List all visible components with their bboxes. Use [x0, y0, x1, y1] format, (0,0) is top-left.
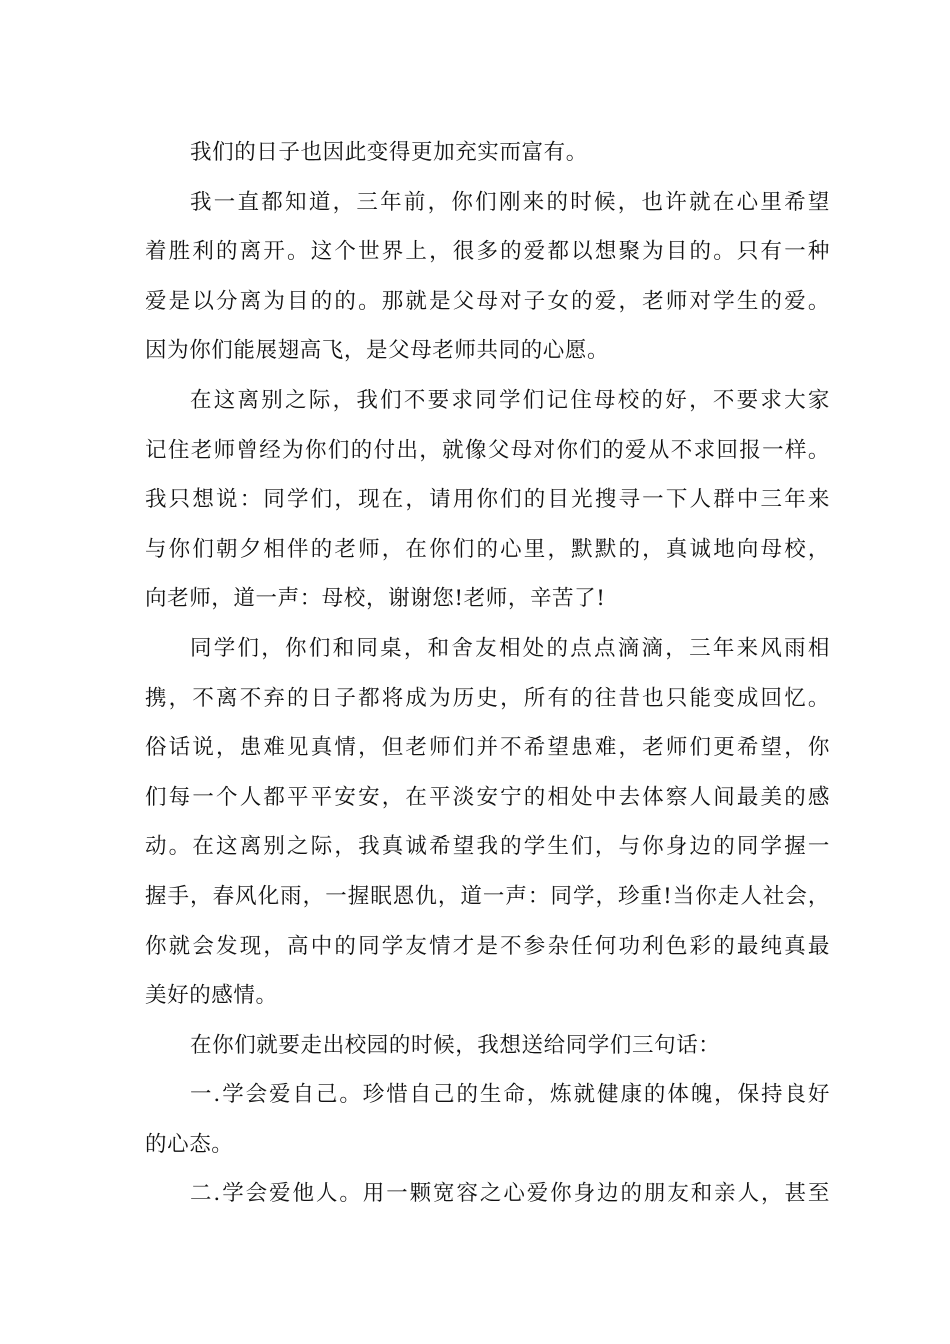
text-line: 我只想说：同学们，现在，请用你们的目光搜寻一下人群中三年来	[145, 487, 830, 513]
text-line: 与你们朝夕相伴的老师，在你们的心里，默默的，真诚地向母校，	[145, 536, 830, 562]
text-line: 记住老师曾经为你们的付出，就像父母对你们的爱从不求回报一样。	[145, 437, 830, 463]
text-line: 我一直都知道，三年前，你们刚来的时候，也许就在心里希望	[190, 189, 830, 215]
text-line: 爱是以分离为目的的。那就是父母对子女的爱，老师对学生的爱。	[145, 288, 830, 314]
text-line: 动。在这离别之际，我真诚希望我的学生们，与你身边的同学握一	[145, 834, 830, 860]
text-line: 在你们就要走出校园的时候，我想送给同学们三句话：	[190, 1032, 721, 1058]
text-line: 俗话说，患难见真情，但老师们并不希望患难，老师们更希望，你	[145, 735, 830, 761]
text-line: 在这离别之际，我们不要求同学们记住母校的好，不要求大家	[190, 387, 830, 413]
text-line: 你就会发现，高中的同学友情才是不参杂任何功利色彩的最纯真最	[145, 933, 830, 959]
text-line: 向老师，道一声：母校，谢谢您!老师，辛苦了!	[145, 586, 606, 612]
text-line: 们每一个人都平平安安，在平淡安宁的相处中去体察人间最美的感	[145, 784, 830, 810]
text-line: 美好的感情。	[145, 983, 278, 1009]
text-line: 一.学会爱自己。珍惜自己的生命，炼就健康的体魄，保持良好	[190, 1082, 830, 1108]
text-line: 握手，春风化雨，一握眠恩仇，道一声：同学，珍重!当你走人社会，	[145, 883, 830, 909]
text-line: 的心态。	[145, 1131, 234, 1157]
text-line: 携，不离不弃的日子都将成为历史，所有的往昔也只能变成回忆。	[145, 685, 830, 711]
text-line: 我们的日子也因此变得更加充实而富有。	[190, 140, 588, 165]
text-line: 同学们，你们和同桌，和舍友相处的点点滴滴，三年来风雨相	[190, 635, 830, 661]
text-line: 因为你们能展翅高飞，是父母老师共同的心愿。	[145, 338, 610, 364]
document-body	[145, 128, 830, 1219]
text-line: 二.学会爱他人。用一颗宽容之心爱你身边的朋友和亲人，甚至	[190, 1181, 830, 1207]
text-line: 着胜利的离开。这个世界上，很多的爱都以想聚为目的。只有一种	[145, 239, 830, 265]
